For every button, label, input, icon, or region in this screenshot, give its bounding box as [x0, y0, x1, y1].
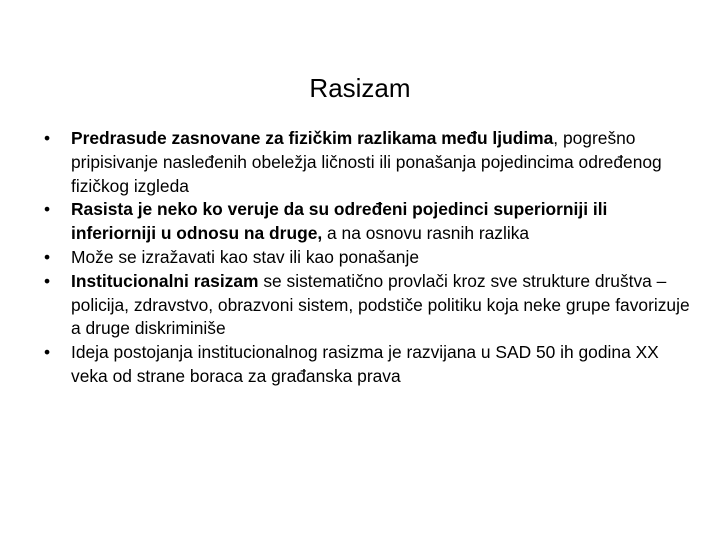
bullet-item-5 [44, 341, 694, 389]
bullet-text: Može se izražavati kao stav ili kao ponašanje [71, 246, 419, 267]
bullet-text: , pogrešno pripisivanje nasleđenih obeležja ličnosti ili ponašanja pojedincima određenog fizičkog izgleda [71, 128, 662, 196]
bullet-item-2 [44, 198, 694, 246]
bullet-item-4 [44, 270, 694, 341]
bullet-bold-text: Predrasude zasnovane za fizičkim razlikama među ljudima [71, 128, 554, 148]
bullet-text: Ideja postojanja institucionalnog rasizma je razvijana u SAD 50 ih godina XX veka od strane boraca za građanska prava [71, 342, 659, 386]
bullet-item-3 [44, 246, 694, 270]
bullet-bold-text: Institucionalni rasizam [71, 270, 259, 291]
bullet-item-1 [44, 127, 694, 198]
bullet-text: se sistematično provlači kroz sve strukture društva – policija, zdravstvo, obrazvoni sistem, podstiče politiku koja neke grupe favorizuje a druge diskriminiše [71, 270, 690, 339]
bullet-list [44, 127, 694, 389]
slide-title: Rasizam [309, 73, 411, 103]
bullet-text: a na osnovu rasnih razlika [322, 223, 530, 244]
bullet-bold-text: Rasista je neko ko veruje da su određeni pojedinci superiorniji ili inferiorniji u odnosu na druge, [71, 199, 608, 244]
